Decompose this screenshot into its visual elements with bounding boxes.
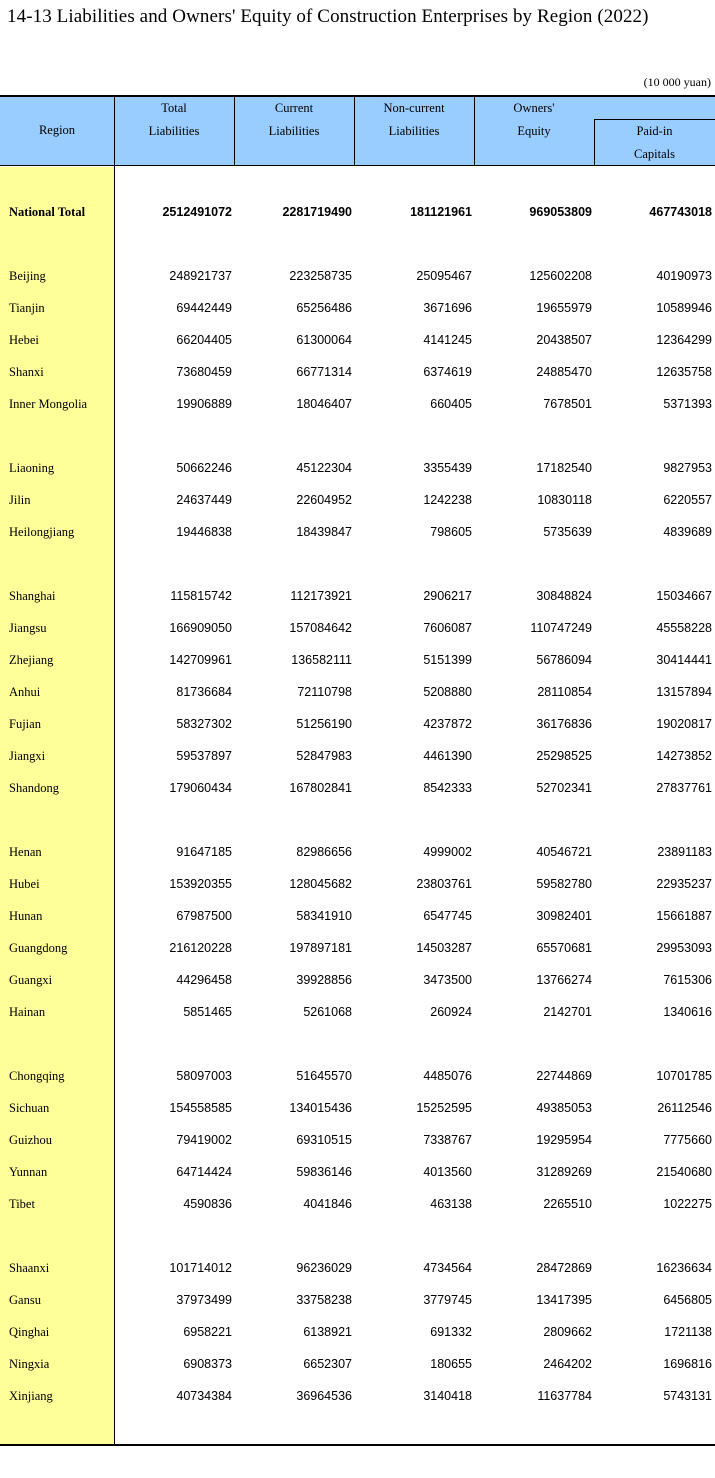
value-cell: 13766274	[536, 973, 592, 987]
value-cell: 69310515	[296, 1133, 352, 1147]
value-cell: 82986656	[296, 845, 352, 859]
value-cell: 2809662	[543, 1325, 592, 1339]
unit-label: (10 000 yuan)	[643, 75, 711, 89]
value-cell: 25298525	[536, 749, 592, 763]
value-cell: 59582780	[536, 877, 592, 891]
value-cell: 19906889	[176, 397, 232, 411]
value-cell: 154558585	[169, 1101, 232, 1115]
value-cell: 30414441	[656, 653, 712, 667]
value-cell: 248921737	[169, 269, 232, 283]
value-cell: 1242238	[423, 493, 472, 507]
region-name: Qinghai	[9, 1325, 50, 1339]
table-row	[0, 845, 715, 865]
value-cell: 58327302	[176, 717, 232, 731]
value-cell: 798605	[430, 525, 472, 539]
value-cell: 5851465	[183, 1005, 232, 1019]
value-cell: 6547745	[423, 909, 472, 923]
value-cell: 4237872	[423, 717, 472, 731]
value-cell: 4839689	[663, 525, 712, 539]
value-cell: 167802841	[289, 781, 352, 795]
value-cell: 14503287	[416, 941, 472, 955]
value-cell: 96236029	[296, 1261, 352, 1275]
value-cell: 22604952	[296, 493, 352, 507]
value-cell: 153920355	[169, 877, 232, 891]
table-row	[0, 621, 715, 641]
value-cell: 5208880	[423, 685, 472, 699]
value-cell: 15252595	[416, 1101, 472, 1115]
value-cell: 30848824	[536, 589, 592, 603]
table-row	[0, 1261, 715, 1281]
value-cell: 6374619	[423, 365, 472, 379]
header-owners-equity: Owners' Equity	[513, 101, 555, 138]
value-cell: 20438507	[536, 333, 592, 347]
value-cell: 23891183	[657, 845, 712, 859]
value-cell: 4590836	[183, 1197, 232, 1211]
header-total-liabilities: Total Liabilities	[148, 101, 200, 138]
value-cell: 3779745	[423, 1293, 472, 1307]
value-cell: 5261068	[303, 1005, 352, 1019]
value-cell: 142709961	[169, 653, 232, 667]
value-cell: 39928856	[296, 973, 352, 987]
region-name: Zhejiang	[9, 653, 54, 667]
region-name: Beijing	[9, 269, 46, 283]
region-name: Hebei	[9, 333, 39, 347]
value-cell: 18046407	[296, 397, 352, 411]
table-row	[0, 333, 715, 353]
value-cell: 128045682	[289, 877, 352, 891]
table-row	[0, 941, 715, 961]
value-cell: 7606087	[423, 621, 472, 635]
value-cell: 6138921	[303, 1325, 352, 1339]
value-cell: 33758238	[296, 1293, 352, 1307]
value-cell: 65256486	[296, 301, 352, 315]
value-cell: 157084642	[289, 621, 352, 635]
value-cell: 22744869	[536, 1069, 592, 1083]
value-cell: 22935237	[656, 877, 712, 891]
value-cell: 5735639	[543, 525, 592, 539]
value-cell: 2142701	[543, 1005, 592, 1019]
value-cell: 5151399	[423, 653, 472, 667]
value-cell: 4461390	[423, 749, 472, 763]
value-cell: 5743131	[663, 1389, 712, 1403]
value-cell: 115815742	[170, 589, 232, 603]
value-cell: 136582111	[291, 653, 352, 667]
value-cell: 72110798	[297, 685, 352, 699]
table-row	[0, 653, 715, 673]
value-cell: 91647185	[176, 845, 232, 859]
region-name: Hainan	[9, 1005, 46, 1019]
region-column-divider	[114, 96, 115, 1446]
value-cell: 3473500	[423, 973, 472, 987]
value-cell: 65570681	[536, 941, 592, 955]
value-cell: 45558228	[656, 621, 712, 635]
table-row	[0, 461, 715, 481]
table-row	[0, 749, 715, 769]
table-row	[0, 685, 715, 705]
value-cell: 19655979	[536, 301, 592, 315]
value-cell: 67987500	[176, 909, 232, 923]
table-row	[0, 365, 715, 385]
value-cell: 12635758	[656, 365, 712, 379]
value-cell: 13157894	[656, 685, 712, 699]
value-cell: 36176836	[536, 717, 592, 731]
value-cell: 40546721	[536, 845, 592, 859]
value-cell: 24885470	[536, 365, 592, 379]
value-cell: 110747249	[530, 621, 592, 635]
value-cell: 969053809	[529, 205, 592, 219]
value-cell: 5371393	[663, 397, 712, 411]
value-cell: 50662246	[176, 461, 232, 475]
value-cell: 467743018	[649, 205, 712, 219]
region-name: Shanghai	[9, 589, 56, 603]
region-name: Liaoning	[9, 461, 55, 475]
region-name: Guangdong	[9, 941, 68, 955]
table-row	[0, 1389, 715, 1409]
value-cell: 7338767	[423, 1133, 472, 1147]
table-row	[0, 1293, 715, 1313]
value-cell: 2906217	[423, 589, 472, 603]
value-cell: 3140418	[423, 1389, 472, 1403]
value-cell: 66204405	[176, 333, 232, 347]
region-name: Anhui	[9, 685, 41, 699]
region-name: Gansu	[9, 1293, 41, 1307]
value-cell: 10589946	[656, 301, 712, 315]
value-cell: 260924	[430, 1005, 472, 1019]
value-cell: 11637784	[537, 1389, 592, 1403]
value-cell: 691332	[430, 1325, 472, 1339]
value-cell: 73680459	[176, 365, 232, 379]
value-cell: 10701785	[656, 1069, 712, 1083]
value-cell: 37973499	[176, 1293, 232, 1307]
value-cell: 36964536	[296, 1389, 352, 1403]
table-row	[0, 1357, 715, 1377]
header-paid-in-capitals: Paid-in Capitals	[634, 124, 675, 161]
value-cell: 17182540	[536, 461, 592, 475]
value-cell: 79419002	[176, 1133, 232, 1147]
table-row	[0, 909, 715, 929]
region-name: Ningxia	[9, 1357, 50, 1371]
region-name: Tibet	[9, 1197, 35, 1211]
value-cell: 31289269	[536, 1165, 592, 1179]
value-cell: 6220557	[663, 493, 712, 507]
value-cell: 19446838	[176, 525, 232, 539]
region-name: Shandong	[9, 781, 59, 795]
region-name: Fujian	[9, 717, 41, 731]
value-cell: 181121961	[410, 205, 472, 219]
region-name: Heilongjiang	[9, 525, 75, 539]
table-row	[0, 301, 715, 321]
value-cell: 125602208	[529, 269, 592, 283]
value-cell: 10830118	[537, 493, 592, 507]
table-row	[0, 1325, 715, 1345]
value-cell: 4041846	[303, 1197, 352, 1211]
value-cell: 6908373	[183, 1357, 232, 1371]
table-bottom-rule	[0, 1444, 715, 1446]
region-name: Tianjin	[9, 301, 45, 315]
value-cell: 3355439	[423, 461, 472, 475]
table-row	[0, 269, 715, 289]
region-name: Yunnan	[9, 1165, 48, 1179]
table-row	[0, 525, 715, 545]
value-cell: 2281719490	[282, 205, 352, 219]
value-cell: 28472869	[536, 1261, 592, 1275]
table-title: 14-13 Liabilities and Owners' Equity of Construction Enterprises by Region (2022)	[7, 6, 649, 27]
value-cell: 19295954	[536, 1133, 592, 1147]
region-name: Xinjiang	[9, 1389, 53, 1403]
value-cell: 463138	[430, 1197, 472, 1211]
value-cell: 61300064	[296, 333, 352, 347]
value-cell: 9827953	[663, 461, 712, 475]
header-region: Region	[38, 123, 76, 137]
value-cell: 18439847	[296, 525, 352, 539]
table-row	[0, 589, 715, 609]
value-cell: 6958221	[183, 1325, 232, 1339]
region-name: Jilin	[9, 493, 31, 507]
value-cell: 112173921	[290, 589, 352, 603]
value-cell: 58097003	[176, 1069, 232, 1083]
value-cell: 25095467	[416, 269, 472, 283]
value-cell: 28110854	[537, 685, 592, 699]
value-cell: 180655	[430, 1357, 472, 1371]
table-row	[0, 397, 715, 417]
table-row	[0, 973, 715, 993]
region-name: Guizhou	[9, 1133, 53, 1147]
value-cell: 223258735	[289, 269, 352, 283]
value-cell: 24637449	[176, 493, 232, 507]
value-cell: 4141245	[423, 333, 472, 347]
region-name: Sichuan	[9, 1101, 50, 1115]
region-name: Hunan	[9, 909, 43, 923]
region-name: Henan	[9, 845, 42, 859]
region-name: Hubei	[9, 877, 40, 891]
value-cell: 4999002	[423, 845, 472, 859]
value-cell: 2512491072	[162, 205, 232, 219]
national-total-row	[0, 205, 715, 225]
value-cell: 8542333	[423, 781, 472, 795]
region-name: Guangxi	[9, 973, 53, 987]
value-cell: 166909050	[169, 621, 232, 635]
value-cell: 29953093	[656, 941, 712, 955]
value-cell: 45122304	[296, 461, 352, 475]
value-cell: 1721138	[664, 1325, 712, 1339]
value-cell: 7615306	[663, 973, 712, 987]
table-row	[0, 1101, 715, 1121]
value-cell: 44296458	[176, 973, 232, 987]
value-cell: 52847983	[296, 749, 352, 763]
value-cell: 51645570	[296, 1069, 352, 1083]
region-name: Jiangsu	[9, 621, 47, 635]
value-cell: 64714424	[176, 1165, 232, 1179]
table-row	[0, 1005, 715, 1025]
table-row	[0, 1069, 715, 1089]
value-cell: 81736684	[176, 685, 232, 699]
value-cell: 58341910	[296, 909, 352, 923]
table-row	[0, 717, 715, 737]
value-cell: 21540680	[656, 1165, 712, 1179]
value-cell: 40734384	[176, 1389, 232, 1403]
value-cell: 2464202	[543, 1357, 592, 1371]
value-cell: 16236634	[656, 1261, 712, 1275]
table-row	[0, 1197, 715, 1217]
table-row	[0, 493, 715, 513]
header-noncurrent-liabilities: Non-current Liabilities	[383, 101, 445, 138]
value-cell: 1022275	[663, 1197, 712, 1211]
value-cell: 6652307	[303, 1357, 352, 1371]
value-cell: 13417395	[536, 1293, 592, 1307]
value-cell: 197897181	[289, 941, 352, 955]
value-cell: 56786094	[536, 653, 592, 667]
region-name: Shanxi	[9, 365, 44, 379]
region-name: Shaanxi	[9, 1261, 50, 1275]
value-cell: 7678501	[543, 397, 592, 411]
value-cell: 134015436	[289, 1101, 352, 1115]
value-cell: 66771314	[296, 365, 352, 379]
table-row	[0, 1133, 715, 1153]
value-cell: 216120228	[169, 941, 232, 955]
table-row	[0, 877, 715, 897]
value-cell: 26112546	[657, 1101, 712, 1115]
region-name: National Total	[9, 205, 86, 219]
value-cell: 179060434	[169, 781, 232, 795]
value-cell: 660405	[430, 397, 472, 411]
value-cell: 7775660	[663, 1133, 712, 1147]
value-cell: 19020817	[656, 717, 712, 731]
value-cell: 27837761	[656, 781, 712, 795]
value-cell: 59537897	[176, 749, 232, 763]
value-cell: 59836146	[296, 1165, 352, 1179]
value-cell: 1696816	[663, 1357, 712, 1371]
value-cell: 3671696	[423, 301, 472, 315]
region-column-highlight	[0, 167, 114, 1445]
value-cell: 1340616	[663, 1005, 712, 1019]
value-cell: 23803761	[416, 877, 472, 891]
header-current-liabilities: Current Liabilities	[268, 101, 320, 138]
value-cell: 4734564	[423, 1261, 472, 1275]
value-cell: 52702341	[536, 781, 592, 795]
region-name: Chongqing	[9, 1069, 65, 1083]
value-cell: 51256190	[296, 717, 352, 731]
value-cell: 101714012	[169, 1261, 232, 1275]
value-cell: 14273852	[656, 749, 712, 763]
value-cell: 4485076	[423, 1069, 472, 1083]
value-cell: 49385053	[536, 1101, 592, 1115]
value-cell: 4013560	[423, 1165, 472, 1179]
value-cell: 40190973	[656, 269, 712, 283]
value-cell: 6456805	[663, 1293, 712, 1307]
table-row	[0, 781, 715, 801]
table-row	[0, 1165, 715, 1185]
region-name: Inner Mongolia	[9, 397, 88, 411]
value-cell: 15661887	[656, 909, 712, 923]
value-cell: 12364299	[656, 333, 712, 347]
value-cell: 30982401	[536, 909, 592, 923]
value-cell: 2265510	[543, 1197, 592, 1211]
value-cell: 69442449	[176, 301, 232, 315]
value-cell: 15034667	[656, 589, 712, 603]
region-name: Jiangxi	[9, 749, 46, 763]
